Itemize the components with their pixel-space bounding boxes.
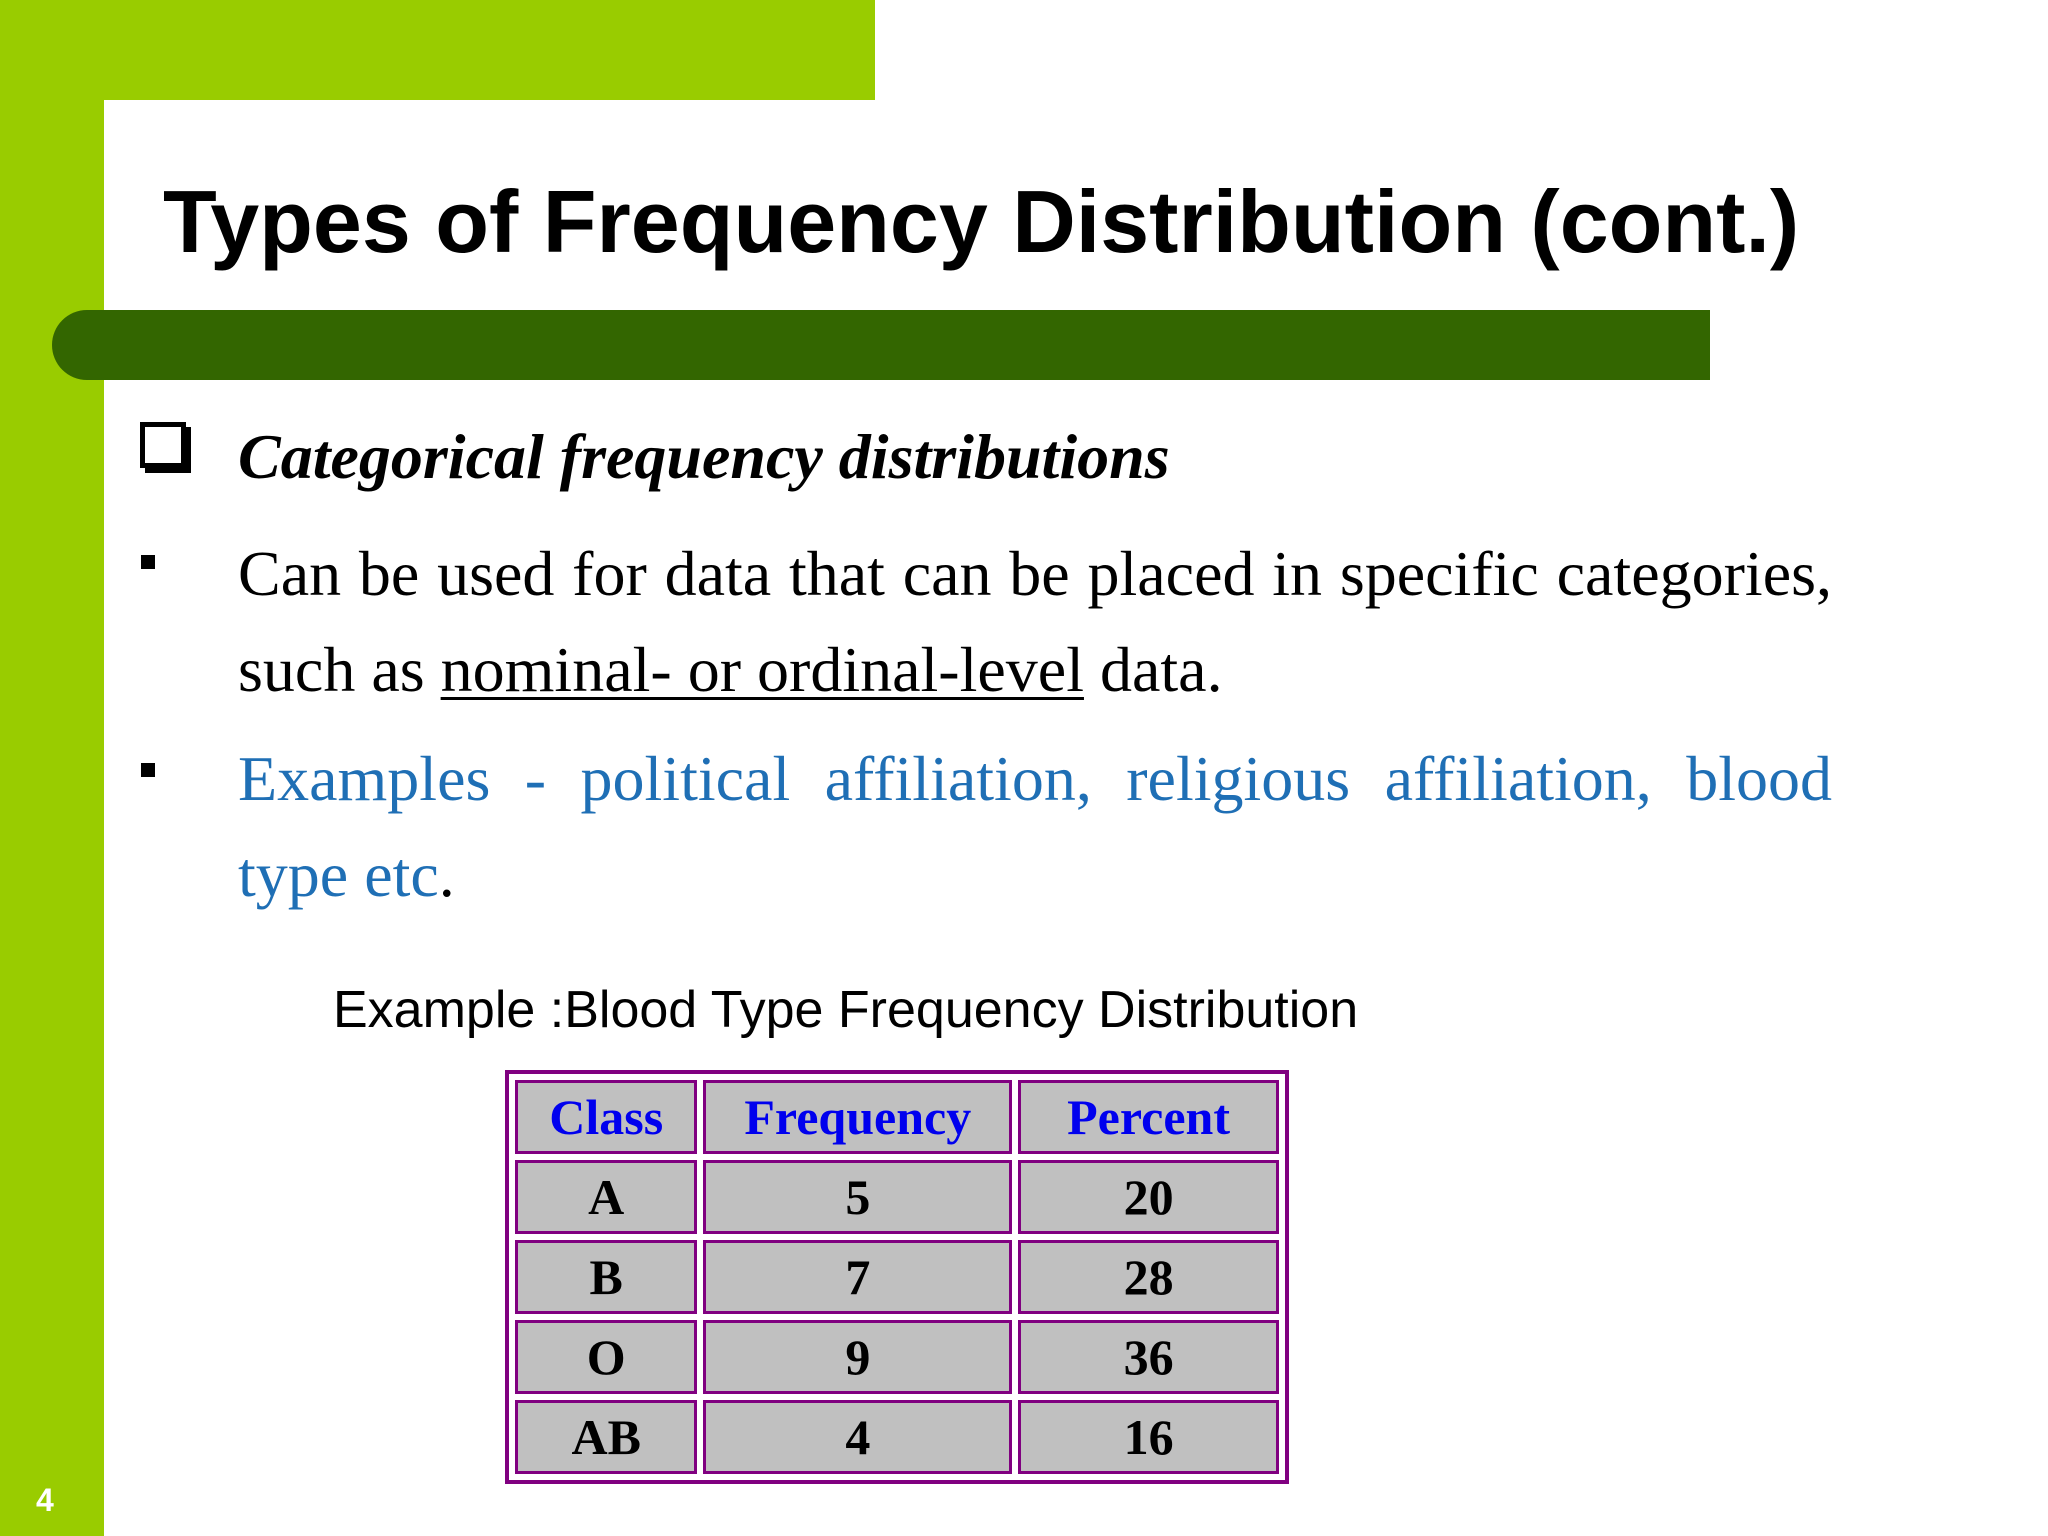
cell-percent: 20: [1018, 1160, 1279, 1234]
header-percent: Percent: [1018, 1080, 1279, 1154]
bullet-text-examples: [238, 731, 1832, 923]
square-bullet-icon: [141, 763, 155, 777]
left-accent-bar: [0, 0, 104, 1536]
definition-underlined-text: nominal- or ordinal-level: [440, 634, 1084, 705]
definition-text: Can be used for data that can be placed in specific categories, such as: [238, 538, 1832, 705]
definition-text-end: data.: [1083, 634, 1223, 705]
table-header-row: [515, 1080, 1279, 1154]
cell-frequency: 9: [703, 1320, 1012, 1394]
table-row: [515, 1160, 1279, 1234]
cell-percent: 28: [1018, 1240, 1279, 1314]
cell-class: AB: [515, 1400, 697, 1474]
header-class: Class: [515, 1080, 697, 1154]
cell-frequency: 4: [703, 1400, 1012, 1474]
page-number: 4: [36, 1482, 54, 1518]
slide-title: Types of Frequency Distribution (cont.): [163, 172, 1800, 271]
table-row: [515, 1400, 1279, 1474]
table-row: [515, 1240, 1279, 1314]
cell-percent: 16: [1018, 1400, 1279, 1474]
cell-class: O: [515, 1320, 697, 1394]
top-accent-bar: [0, 0, 875, 100]
examples-text: Examples - political affiliation, religious affiliation, blood type etc: [238, 743, 1832, 910]
header-frequency: Frequency: [703, 1080, 1012, 1154]
section-heading: Categorical frequency distributions: [238, 421, 1170, 492]
cell-frequency: 5: [703, 1160, 1012, 1234]
cell-frequency: 7: [703, 1240, 1012, 1314]
frequency-table: [505, 1070, 1289, 1484]
cell-percent: 36: [1018, 1320, 1279, 1394]
checkbox-bullet-icon: [140, 422, 186, 468]
cell-class: A: [515, 1160, 697, 1234]
square-bullet-icon: [141, 555, 155, 569]
table-row: [515, 1320, 1279, 1394]
bullet-text-definition: [238, 526, 1832, 718]
examples-period: .: [438, 839, 455, 910]
table-caption: Example :Blood Type Frequency Distribution: [333, 981, 1359, 1039]
cell-class: B: [515, 1240, 697, 1314]
title-underline-bar: [52, 310, 1710, 380]
